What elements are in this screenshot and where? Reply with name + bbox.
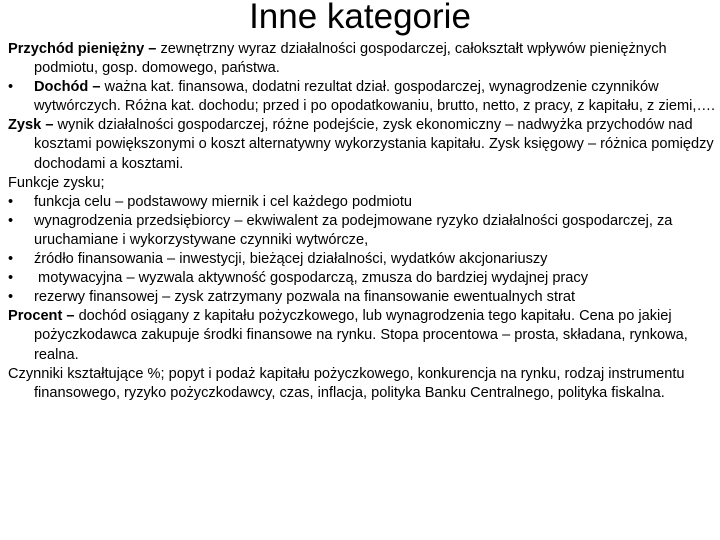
text-procent: dochód osiągany z kapitału pożyczkowego, lub wynagrodzenia tego kapitału. Cena po jakiej pożyczkodawca zakupuje środki finansowe na rynku. Stopa procentowa – prosta, składana, rynkowa, realna. bbox=[34, 308, 688, 363]
bullet-text: rezerwy finansowej – zysk zatrzymany pozwala na finansowanie ewentualnych strat bbox=[34, 289, 576, 306]
bullet-funkcja-celu bbox=[8, 193, 716, 212]
bullet-marker: • bbox=[8, 270, 14, 287]
bullet-text: motywacyjna – wyzwala aktywność gospodarczą, zmusza do bardziej wydajnej pracy bbox=[34, 270, 588, 287]
bullet-marker: • bbox=[8, 79, 14, 96]
term-zysk: Zysk – bbox=[8, 117, 54, 134]
bullet-marker: • bbox=[8, 289, 14, 306]
paragraph-procent bbox=[8, 307, 716, 364]
bullet-text: źródło finansowania – inwestycji, bieżącej działalności, wydatków akcjonariuszy bbox=[34, 251, 548, 268]
bullet-marker: • bbox=[8, 212, 14, 229]
bullet-dochod bbox=[8, 78, 716, 116]
bullet-marker: • bbox=[8, 251, 14, 268]
paragraph-zysk bbox=[8, 116, 716, 173]
text-przychod: zewnętrzny wyraz działalności gospodarczej, całokształt wpływów pieniężnych podmiotu, gosp. domowego, państwa. bbox=[34, 41, 667, 77]
slide-content bbox=[8, 40, 716, 403]
bullet-text: funkcja celu – podstawowy miernik i cel każdego podmiotu bbox=[34, 193, 413, 210]
bullet-wynagrodzenia bbox=[8, 212, 716, 250]
text-dochod: ważna kat. finansowa, dodatni rezultat dział. gospodarczej, wynagrodzenie czynników wytwórczych. Różna kat. dochodu; przed i po opodatkowaniu, brutto, netto, z pracy, z kapitału, z ziemi,…. bbox=[34, 79, 716, 115]
bullet-text: wynagrodzenia przedsiębiorcy – ekwiwalent za podejmowane ryzyko działalności gospodarczej, za uruchamiane i wykorzystywane czynniki wytwórcze, bbox=[34, 212, 673, 248]
bullet-rezerwy bbox=[8, 288, 716, 307]
slide-title: Inne kategorie bbox=[249, 0, 471, 36]
term-przychod: Przychód pieniężny – bbox=[8, 41, 157, 57]
bullet-motywacyjna bbox=[8, 269, 716, 288]
paragraph-czynniki: Czynniki kształtujące %; popyt i podaż kapitału pożyczkowego, konkurencja na rynku, rodzaj instrumentu finansowego, ryzyko pożyczkodawcy, czas, inflacja, polityka Banku Centralnego, polityka fiskalna. bbox=[8, 365, 685, 401]
term-dochod: Dochód – bbox=[34, 79, 101, 96]
funkcje-heading: Funkcje zysku; bbox=[8, 174, 105, 191]
term-procent: Procent – bbox=[8, 308, 75, 325]
text-zysk: wynik działalności gospodarczej, różne podejście, zysk ekonomiczny – nadwyżka przychodów nad kosztami powiększonymi o koszt alternatywny wykorzystania kapitału. Zysk księgowy – różnica pomiędzy dochodami a kosztami. bbox=[34, 117, 714, 172]
bullet-zrodlo-finansowania bbox=[8, 250, 716, 269]
paragraph-przychod bbox=[8, 40, 716, 78]
bullet-marker: • bbox=[8, 193, 14, 210]
